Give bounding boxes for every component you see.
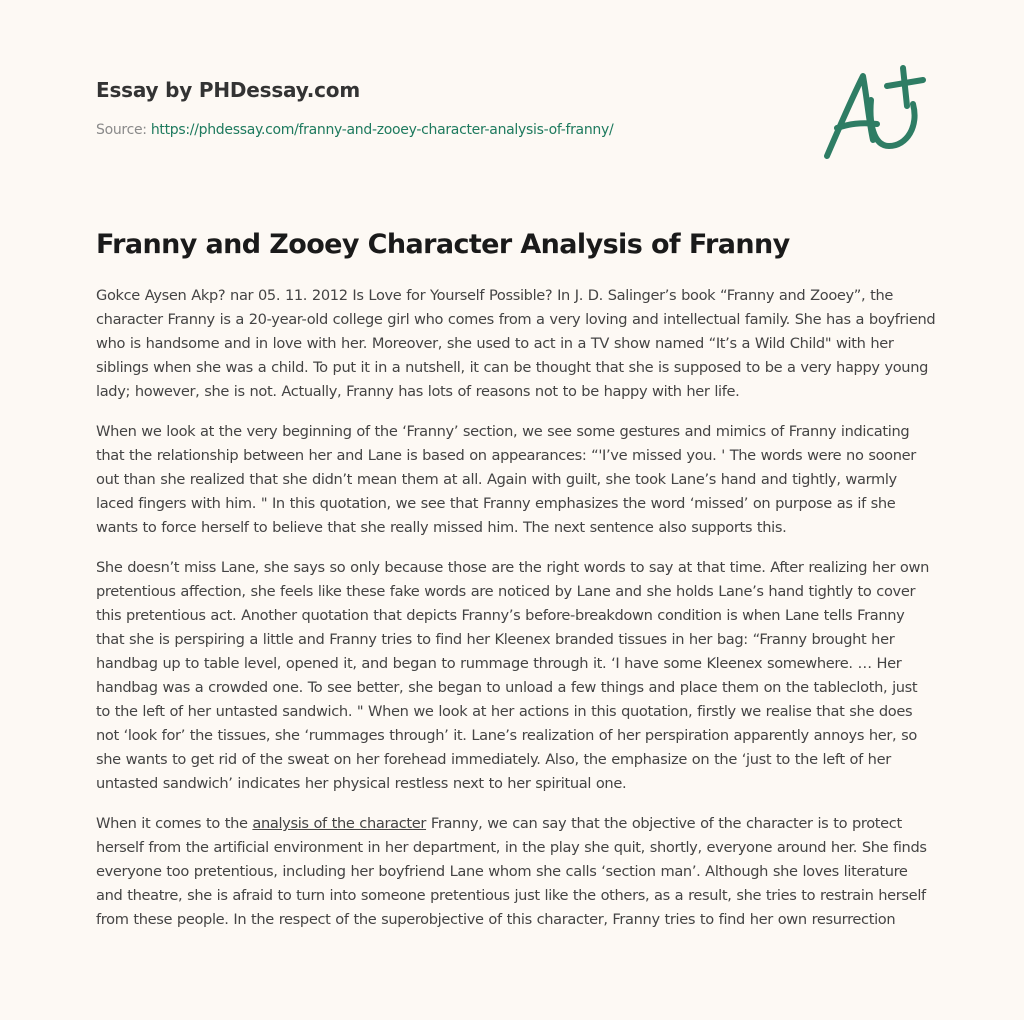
source-label: Source: bbox=[96, 122, 147, 138]
site-title: Essay by PHDessay.com bbox=[96, 78, 360, 102]
source-line bbox=[96, 120, 796, 140]
article-body bbox=[96, 284, 936, 948]
paragraph-text: Franny, we can say that the objective of the character is to protect herself from the artificial environment in her department, in the play she quit, shortly, everyone around her. She finds everyone too pretentious, including her boyfriend Lane whom she calls ‘section man’. Although she loves literature and theatre, she is afraid to turn into someone pretentious just like the others, as a result, she tries to restrain herself from these people. In the respect of the superobjective of this character, Franny tries to find her own resurrection bbox=[96, 815, 927, 928]
article-title: Franny and Zooey Character Analysis of Franny bbox=[96, 229, 790, 260]
page-header bbox=[96, 76, 796, 140]
paragraph: Gokce Aysen Akp? nar 05. 11. 2012 Is Love for Yourself Possible? In J. D. Salinger’s book “Franny and Zooey”, the character Franny is a 20-year-old college girl who comes from a very loving and intellectual family. She has a boyfriend who is handsome and in love with her. Moreover, she used to act in a TV show named “It’s a Wild Child" with her siblings when she was a child. To put it in a nutshell, it can be thought that she is supposed to be a very happy young lady; however, she is not. Actually, Franny has lots of reasons not to be happy with her life. bbox=[96, 287, 936, 400]
paragraph: She doesn’t miss Lane, she says so only because those are the right words to say at that time. After realizing her own pretentious affection, she feels like these fake words are noticed by Lane and she holds Lane’s hand tightly to cover this pretentious act. Another quotation that depicts Franny’s before-breakdown condition is when Lane tells Franny that she is perspiring a little and Franny tries to find her Kleenex branded tissues in her bag: “Franny brought her handbag up to table level, opened it, and began to rummage through it. ‘I have some Kleenex somewhere. … Her handbag was a crowded one. To see better, she began to unload a few things and place them on the tablecloth, just to the left of her untasted sandwich. " When we look at her actions in this quotation, firstly we realise that she does not ‘look for’ the tissues, she ‘rummages through’ it. Lane’s realization of her perspiration apparently annoys her, so she wants to get rid of the sweat on her forehead immediately. Also, the emphasize on the ‘just to the left of her untasted sandwich’ indicates her physical restless next to her spiritual one. bbox=[96, 559, 929, 792]
paragraph-text: When it comes to the bbox=[96, 815, 253, 832]
a-plus-grade-icon bbox=[815, 62, 935, 172]
analysis-of-the-character-link[interactable]: analysis of the character bbox=[252, 815, 427, 832]
source-link[interactable]: https://phdessay.com/franny-and-zooey-character-analysis-of-franny/ bbox=[150, 122, 614, 138]
paragraph bbox=[96, 812, 936, 932]
paragraph: When we look at the very beginning of the ‘Franny’ section, we see some gestures and mimics of Franny indicating that the relationship between her and Lane is based on appearances: “'I’ve missed you. ' The words were no sooner out than she realized that she didn’t mean them at all. Again with guilt, she took Lane’s hand and tightly, warmly laced fingers with him. " In this quotation, we see that Franny emphasizes the word ‘missed’ on purpose as if she wants to force herself to believe that she really missed him. The next sentence also supports this. bbox=[96, 423, 916, 536]
